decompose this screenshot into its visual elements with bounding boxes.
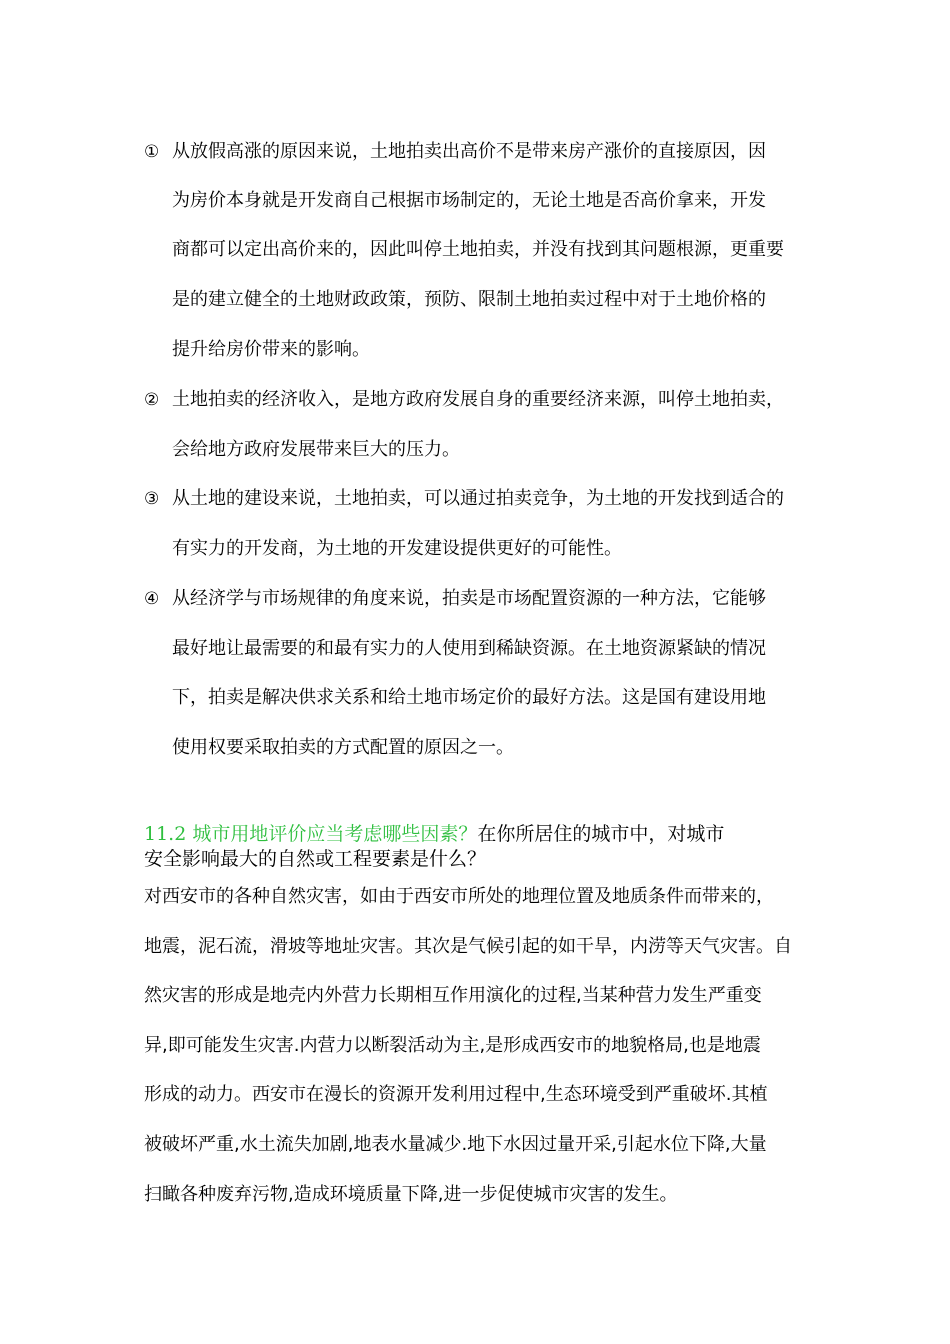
item-1-line-1: 从放假高涨的原因来说，土地拍卖出高价不是带来房产涨价的直接原因，因: [172, 141, 766, 162]
item-3-marker: ③: [144, 489, 160, 509]
item-4-line-2: 最好地让最需要的和最有实力的人使用到稀缺资源。在土地资源紧缺的情况: [172, 638, 766, 659]
item-4-line-4: 使用权要采取拍卖的方式配置的原因之一。: [172, 737, 514, 758]
question-text-1: 在你所居住的城市中，对城市: [477, 823, 725, 845]
item-4-marker: ④: [144, 589, 160, 609]
item-1-line-3: 商都可以定出高价来的，因此叫停土地拍卖，并没有找到其问题根源，更重要: [172, 239, 784, 260]
item-2-marker: ②: [144, 390, 160, 410]
answer-line-5: 形成的动力。西安市在漫长的资源开发利用过程中,生态环境受到严重破坏.其植: [144, 1084, 768, 1105]
item-3-line-2: 有实力的开发商，为土地的开发建设提供更好的可能性。: [172, 538, 622, 559]
item-2-line-1: 土地拍卖的经济收入，是地方政府发展自身的重要经济来源，叫停土地拍卖，: [172, 389, 784, 410]
answer-line-4: 异,即可能发生灾害.内营力以断裂活动为主,是形成西安市的地貌格局,也是地震: [144, 1035, 761, 1056]
item-3-line-1: 从土地的建设来说，土地拍卖，可以通过拍卖竞争，为土地的开发找到适合的: [172, 488, 784, 509]
item-4-line-3: 下，拍卖是解决供求关系和给土地市场定价的最好方法。这是国有建设用地: [172, 687, 766, 708]
item-4-line-1: 从经济学与市场规律的角度来说，拍卖是市场配置资源的一种方法，它能够: [172, 588, 766, 609]
answer-line-1: 对西安市的各种自然灾害，如由于西安市所处的地理位置及地质条件而带来的，: [144, 886, 774, 907]
answer-line-2: 地震，泥石流，滑坡等地址灾害。其次是气候引起的如干旱，内涝等天气灾害。自: [144, 936, 792, 957]
item-1-line-5: 提升给房价带来的影响。: [172, 339, 370, 360]
answer-line-6: 被破坏严重,水土流失加剧,地表水量减少.地下水因过量开采,引起水位下降,大量: [144, 1134, 767, 1155]
question-line-1: [144, 822, 724, 846]
answer-line-3: 然灾害的形成是地壳内外营力长期相互作用演化的过程,当某种营力发生严重变: [144, 985, 762, 1006]
question-line-2: 安全影响最大的自然或工程要素是什么？: [144, 848, 487, 870]
item-1-line-4: 是的建立健全的土地财政政策，预防、限制土地拍卖过程中对于土地价格的: [172, 289, 766, 310]
item-1-line-2: 为房价本身就是开发商自己根据市场制定的，无论土地是否高价拿来，开发: [172, 190, 766, 211]
question-number: 11.2 城市用地评价应当考虑哪些因素？: [144, 823, 478, 845]
item-1-marker: ①: [144, 142, 160, 162]
answer-line-7: 扫瞰各种废弃污物,造成环境质量下降,进一步促使城市灾害的发生。: [144, 1184, 678, 1205]
item-2-line-2: 会给地方政府发展带来巨大的压力。: [172, 439, 460, 460]
